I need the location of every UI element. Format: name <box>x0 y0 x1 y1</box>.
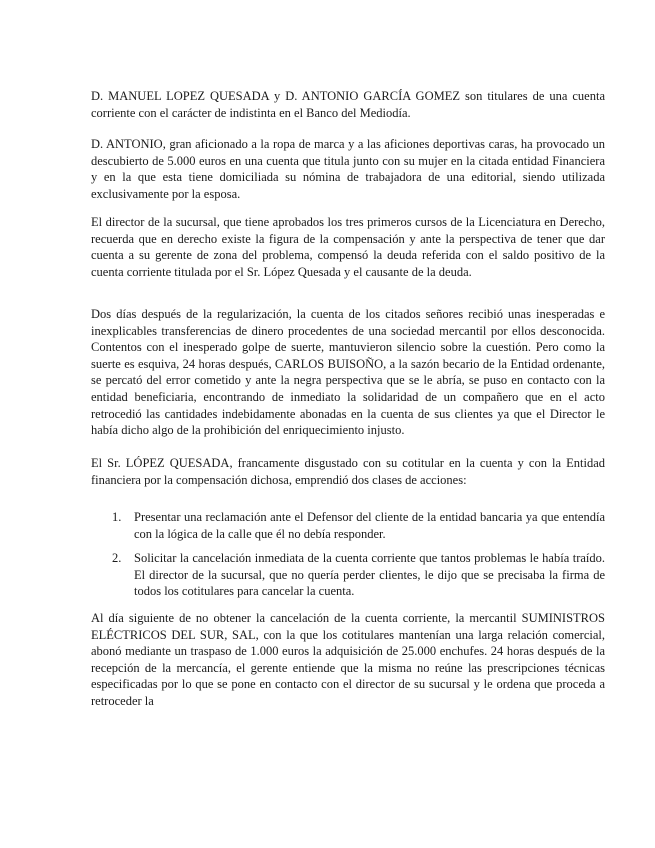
paragraph-suministros: Al día siguiente de no obtener la cancelación de la cuenta corriente, la mercantil SUMINISTROS ELÉCTRICOS DEL SUR, SAL, con la que los cotitulares mantenían una larga relación comercial, abonó mediante un traspaso de 1.000 euros la adquisición de 25.000 enchufes. 24 horas después de la recepción de la mercancía, el gerente entiende que la misma no reúne las prescripciones técnicas especificadas por lo que se pone en contacto con el director de su sucursal y le ordena que proceda a retroceder la <box>91 611 605 708</box>
list-item-content <box>112 509 605 542</box>
list-item-number: 2. <box>112 551 122 565</box>
list-item-text: Solicitar la cancelación inmediata de la cuenta corriente que tantos problemas le había traído. El director de la sucursal, que no quería perder clientes, le dijo que se precisaba la firma de todos los cotitulares para cancelar la cuenta. <box>134 551 605 599</box>
paragraph-titulares: D. MANUEL LOPEZ QUESADA y D. ANTONIO GARCÍA GOMEZ son titulares de una cuenta corriente con el carácter de indistinta en el Banco del Mediodía. <box>91 89 605 120</box>
list-item <box>112 550 605 600</box>
paragraph-acciones-intro: El Sr. LÓPEZ QUESADA, francamente disgustado con su cotitular en la cuenta y con la Entidad financiera por la compensación dichosa, emprendió dos clases de acciones: <box>91 456 605 487</box>
list-item-number: 1. <box>112 510 122 524</box>
list-item-content <box>112 550 605 600</box>
paragraph-compensacion: El director de la sucursal, que tiene aprobados los tres primeros cursos de la Licenciatura en Derecho, recuerda que en derecho existe la figura de la compensación y ante la perspectiva de tener que dar cuenta a su gerente de zona del problema, compensó la deuda referida con el saldo positivo de la cuenta corriente titulada por el Sr. López Quesada y el causante de la deuda. <box>91 215 605 279</box>
list-item <box>112 509 605 542</box>
list-item-text: Presentar una reclamación ante el Defensor del cliente de la entidad bancaria ya que entendía con la lógica de la calle que él no debía responder. <box>134 510 605 541</box>
paragraph-descubierto: D. ANTONIO, gran aficionado a la ropa de marca y a las aficiones deportivas caras, ha provocado un descubierto de 5.000 euros en una cuenta que titula junto con su mujer en la citada entidad Financiera y en la que esta tiene domiciliada su nómina de trabajadora de una editorial, siendo utilizada exclusivamente por la esposa. <box>91 137 605 201</box>
paragraph-transferencias: Dos días después de la regularización, la cuenta de los citados señores recibió unas inesperadas e inexplicables transferencias de dinero procedentes de una sociedad mercantil por ellos desconocida. Contentos con el inesperado golpe de suerte, mantuvieron silencio sobre la cuestión. Pero como la suerte es esquiva, 24 horas después, CARLOS BUISOÑO, a la sazón becario de la Entidad ordenante, se percató del error cometido y ante la negra perspectiva que se le abría, se puso en contacto con la entidad beneficiaria, encontrando de inmediato la solidaridad de un compañero que en el acto retrocedió las cantidades indebidamente abonadas en la cuenta de sus clientes ya que el Director le había dicho algo de la prohibición del enriquecimiento injusto. <box>91 307 605 438</box>
